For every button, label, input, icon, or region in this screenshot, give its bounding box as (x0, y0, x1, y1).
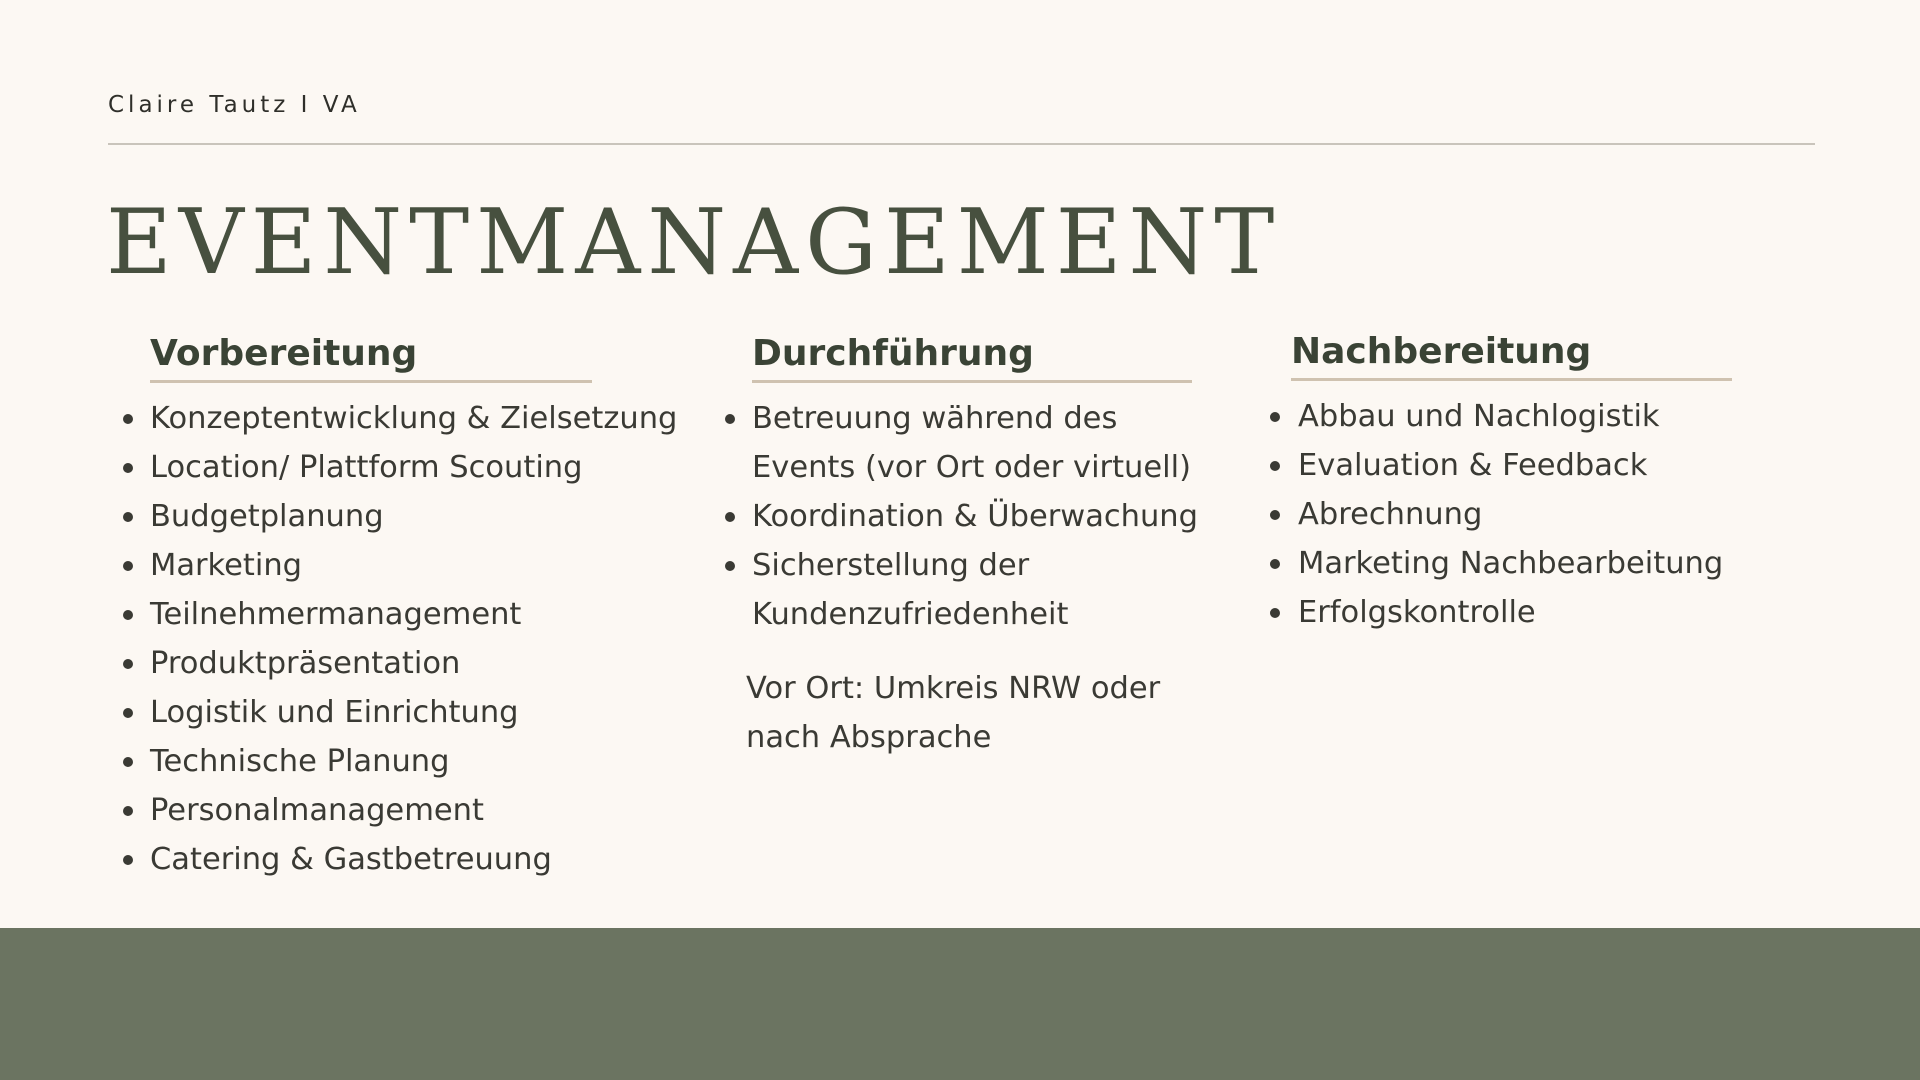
footer-band (0, 928, 1920, 1080)
list-item: Catering & Gastbetreuung (150, 835, 677, 884)
bullet-icon (123, 757, 133, 767)
column-heading: Durchführung (752, 333, 1034, 374)
bullet-list (752, 394, 1198, 639)
bullet-icon (123, 463, 133, 473)
column-nachbereitung (1291, 330, 1732, 637)
list-item: Sicherstellung der (752, 541, 1198, 590)
column-heading: Nachbereitung (1291, 331, 1592, 372)
column-heading-underline (752, 380, 1192, 383)
list-item: Technische Planung (150, 737, 677, 786)
list-item-continuation: Kundenzufriedenheit (752, 597, 1069, 632)
bullet-icon (1270, 608, 1280, 618)
list-item: Teilnehmermanagement (150, 590, 677, 639)
list-item: Location/ Plattform Scouting (150, 443, 677, 492)
bullet-icon (1270, 412, 1280, 422)
list-item: Personalmanagement (150, 786, 677, 835)
bullet-icon (1270, 559, 1280, 569)
column-heading: Vorbereitung (150, 333, 418, 374)
column-vorbereitung (150, 332, 677, 884)
bullet-icon (1270, 461, 1280, 471)
page-title: EVENTMANAGEMENT (106, 190, 1282, 295)
list-item: Budgetplanung (150, 492, 677, 541)
list-item: Marketing Nachbearbeitung (1291, 539, 1732, 588)
bullet-icon (123, 512, 133, 522)
column-heading-underline (150, 380, 592, 383)
bullet-icon (725, 414, 735, 424)
list-item: Koordination & Überwachung (752, 492, 1198, 541)
list-item: Betreuung während des (752, 394, 1198, 443)
bullet-icon (123, 855, 133, 865)
list-item: Marketing (150, 541, 677, 590)
list-item: Abrechnung (1291, 490, 1732, 539)
column-heading-underline (1291, 378, 1732, 381)
bullet-icon (123, 659, 133, 669)
column-durchfuehrung (746, 332, 1199, 762)
list-item-continuation: Events (vor Ort oder virtuell) (752, 450, 1191, 485)
list-item: Evaluation & Feedback (1291, 441, 1732, 490)
location-note-line: Vor Ort: Umkreis NRW oder (746, 671, 1161, 706)
brand-name: Claire Tautz I VA (108, 92, 361, 118)
list-item: Abbau und Nachlogistik (1291, 392, 1732, 441)
header-divider (108, 143, 1815, 145)
bullet-icon (1270, 510, 1280, 520)
bullet-icon (123, 806, 133, 816)
bullet-icon (123, 708, 133, 718)
location-note-line: nach Absprache (746, 720, 992, 755)
bullet-icon (123, 414, 133, 424)
bullet-icon (123, 561, 133, 571)
bullet-icon (725, 512, 735, 522)
bullet-list (150, 394, 677, 884)
bullet-icon (123, 610, 133, 620)
list-item: Produktpräsentation (150, 639, 677, 688)
bullet-list (1291, 392, 1732, 637)
list-item: Erfolgskontrolle (1291, 588, 1732, 637)
bullet-icon (725, 561, 735, 571)
list-item: Konzeptentwicklung & Zielsetzung (150, 394, 677, 443)
location-note (746, 664, 1198, 762)
list-item: Logistik und Einrichtung (150, 688, 677, 737)
